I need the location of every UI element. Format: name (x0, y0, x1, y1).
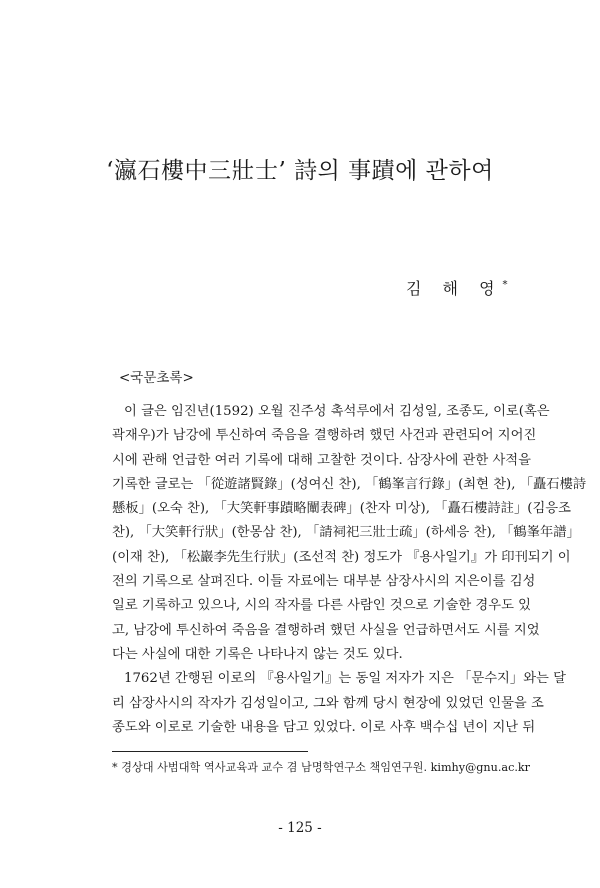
text-line: 찬), 「大笑軒行狀」(한몽삼 찬), 「請祠祀三壯士疏」(하세응 찬), 「鶴峯年譜」 (112, 525, 580, 541)
text-line: 고, 남강에 투신하여 죽음을 결행하려 했던 사실을 언급하면서도 시를 지었 (112, 622, 540, 638)
author-footnote-mark: * (502, 279, 508, 291)
text-line: 기록한 글로는 「從遊諸賢錄」(성여신 찬), 「鶴峯言行錄」(최현 찬), 「矗石樓詩 (112, 476, 587, 492)
footnote: * 경상대 사범대학 역사교육과 교수 겸 남명학연구소 책임연구원. kimhy@gnu.ac.kr (112, 761, 531, 774)
abstract-label: <국문초록> (119, 370, 194, 386)
text-line: 1762년 간행된 이로의 『용사일기』는 동일 저자가 지은 「문수지」와는 달 (124, 671, 566, 687)
abstract-body (112, 400, 587, 740)
author-name (406, 276, 508, 299)
text-line: (이재 찬), 「松巖李先生行狀」(조선적 찬) 정도가 『용사일기』가 印刊되기 이 (112, 549, 571, 565)
text-line: 다는 사실에 대한 기록은 나타나지 않는 것도 있다. (112, 646, 403, 662)
text-line: 일로 기록하고 있으나, 시의 작자를 다른 사람인 것으로 기술한 경우도 있 (112, 598, 531, 614)
footnote-divider (112, 751, 308, 752)
text-line: 懸板」(오숙 찬), 「大笑軒事蹟略闡表碑」(찬자 미상), 「矗石樓詩註」(김응조 (112, 501, 571, 517)
text-line: 리 삼장사시의 작자가 김성일이고, 그와 함께 당시 현장에 있었던 인물을 조 (112, 695, 544, 711)
paper-title: ‘瀛石樓中三壯士’ 詩의 事蹟에 관하여 (106, 158, 494, 184)
text-line: 전의 기록으로 살펴진다. 이들 자료에는 대부분 삼장사시의 지은이를 김성 (112, 574, 536, 590)
text-line: 이 글은 임진년(1592) 오월 진주성 촉석루에서 김성일, 조종도, 이로(혹은 (124, 404, 550, 419)
text-line: 곽재우)가 남강에 투신하여 죽음을 결행하려 했던 사건과 관련되어 지어진 (112, 428, 537, 444)
text-line: 시에 관해 언급한 여러 기록에 대해 고찰한 것이다. 삼장사에 관한 사적을 (112, 452, 531, 468)
author-text: 김 해 영 (406, 279, 503, 298)
page-number: - 125 - (278, 820, 322, 836)
text-line: 종도와 이로로 기술한 내용을 담고 있었다. 이로 사후 백수십 년이 지난 뒤 (112, 719, 536, 735)
